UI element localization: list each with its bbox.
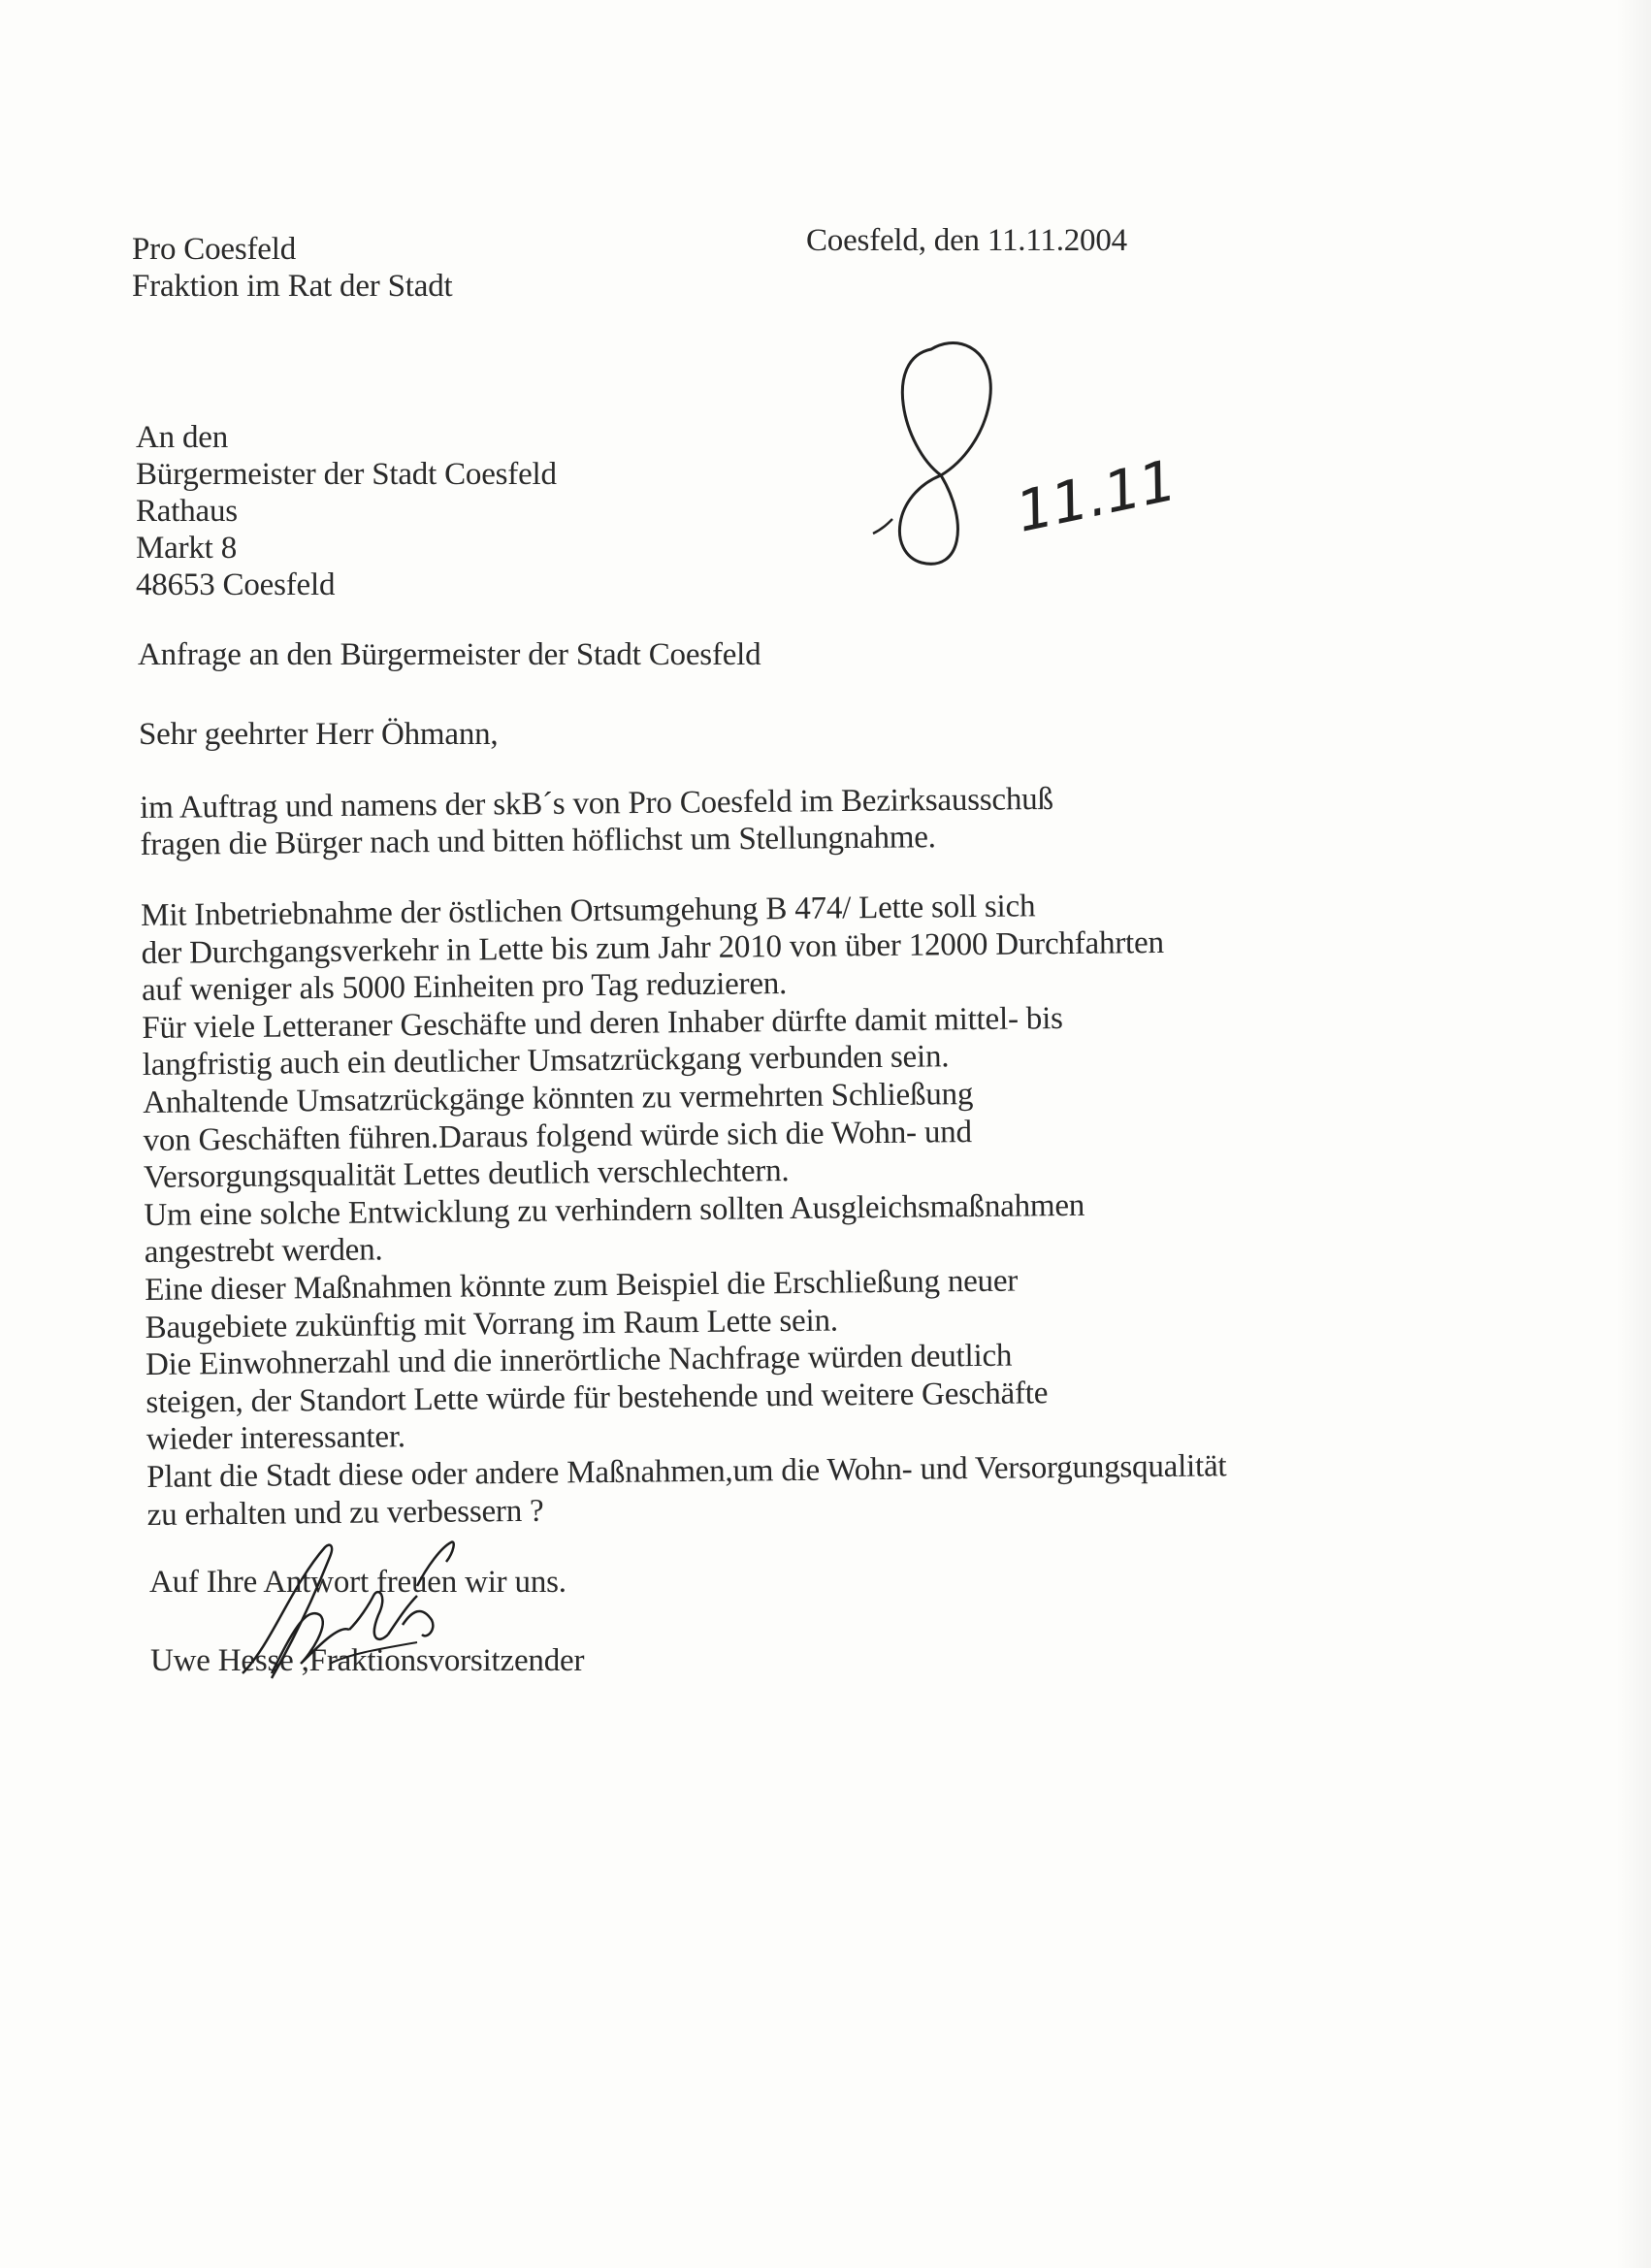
- recipient-line-5: 48653 Coesfeld: [136, 567, 336, 602]
- body-line: Mit Inbetriebnahme der östlichen Ortsumgehung B 474/ Lette soll sich: [141, 889, 1036, 933]
- scan-shadow: [1616, 0, 1651, 2268]
- body-paragraph: [141, 886, 1227, 1534]
- body-line: angestrebt werden.: [144, 1232, 383, 1271]
- body-line: der Durchgangsverkehr in Lette bis zum Jahr 2010 von über 12000 Durchfahrten: [141, 924, 1164, 971]
- body-line: steigen, der Standort Lette würde für bestehende und weitere Geschäfte: [146, 1375, 1049, 1420]
- signature-name: Uwe Hesse ,Fraktionsvorsitzender: [150, 1643, 585, 1678]
- body-line: langfristig auch ein deutlicher Umsatzrückgang verbunden sein.: [142, 1039, 950, 1084]
- handwritten-signature: [233, 1528, 485, 1693]
- recipient-line-4: Markt 8: [136, 531, 237, 566]
- recipient-line-3: Rathaus: [136, 494, 238, 529]
- intro-line: im Auftrag und namens der skB´s von Pro Coesfeld im Bezirksausschuß: [140, 781, 1053, 826]
- letter-date: Coesfeld, den 11.11.2004: [806, 223, 1127, 258]
- body-line: Versorgungsqualität Lettes deutlich verschlechtern.: [143, 1153, 790, 1196]
- body-line: auf weniger als 5000 Einheiten pro Tag reduzieren.: [141, 966, 788, 1009]
- body-line: Für viele Letteraner Geschäfte und deren Inhaber dürfte damit mittel- bis: [142, 1000, 1063, 1046]
- recipient-block: [136, 419, 557, 603]
- recipient-line-2: Bürgermeister der Stadt Coesfeld: [136, 457, 557, 492]
- salutation: Sehr geehrter Herr Öhmann,: [139, 717, 499, 752]
- body-line: Plant die Stadt diese oder andere Maßnahmen,um die Wohn- und Versorgungsqualität: [146, 1448, 1227, 1495]
- body-line: von Geschäften führen.Daraus folgend würde sich die Wohn- und: [143, 1114, 972, 1158]
- letter-subject: Anfrage an den Bürgermeister der Stadt Coesfeld: [138, 637, 761, 672]
- body-line: Die Einwohnerzahl und die innerörtliche Nachfrage würden deutlich: [145, 1338, 1013, 1383]
- body-line: Um eine solche Entwicklung zu verhindern sollten Ausgleichsmaßnahmen: [144, 1187, 1085, 1233]
- body-line: zu erhalten und zu verbessern ?: [146, 1493, 544, 1533]
- intro-line: fragen die Bürger nach und bitten höflichst um Stellungnahme.: [140, 820, 936, 862]
- handwritten-date: 11.11: [1010, 446, 1182, 545]
- sender-affiliation: Fraktion im Rat der Stadt: [132, 269, 453, 304]
- closing-line: Auf Ihre Antwort freuen wir uns.: [149, 1565, 567, 1600]
- body-line: wieder interessanter.: [146, 1419, 406, 1458]
- intro-paragraph: [140, 781, 1053, 863]
- body-line: Anhaltende Umsatzrückgänge könnten zu vermehrten Schließung: [143, 1076, 974, 1120]
- sender-block: [132, 231, 452, 305]
- body-line: Eine dieser Maßnahmen könnte zum Beispiel die Erschließung neuer: [145, 1263, 1019, 1308]
- recipient-line-1: An den: [136, 420, 229, 455]
- body-line: Baugebiete zukünftig mit Vorrang im Raum Lette sein.: [145, 1303, 839, 1345]
- handwritten-initial-mark: [863, 330, 1193, 592]
- sender-name: Pro Coesfeld: [132, 232, 296, 267]
